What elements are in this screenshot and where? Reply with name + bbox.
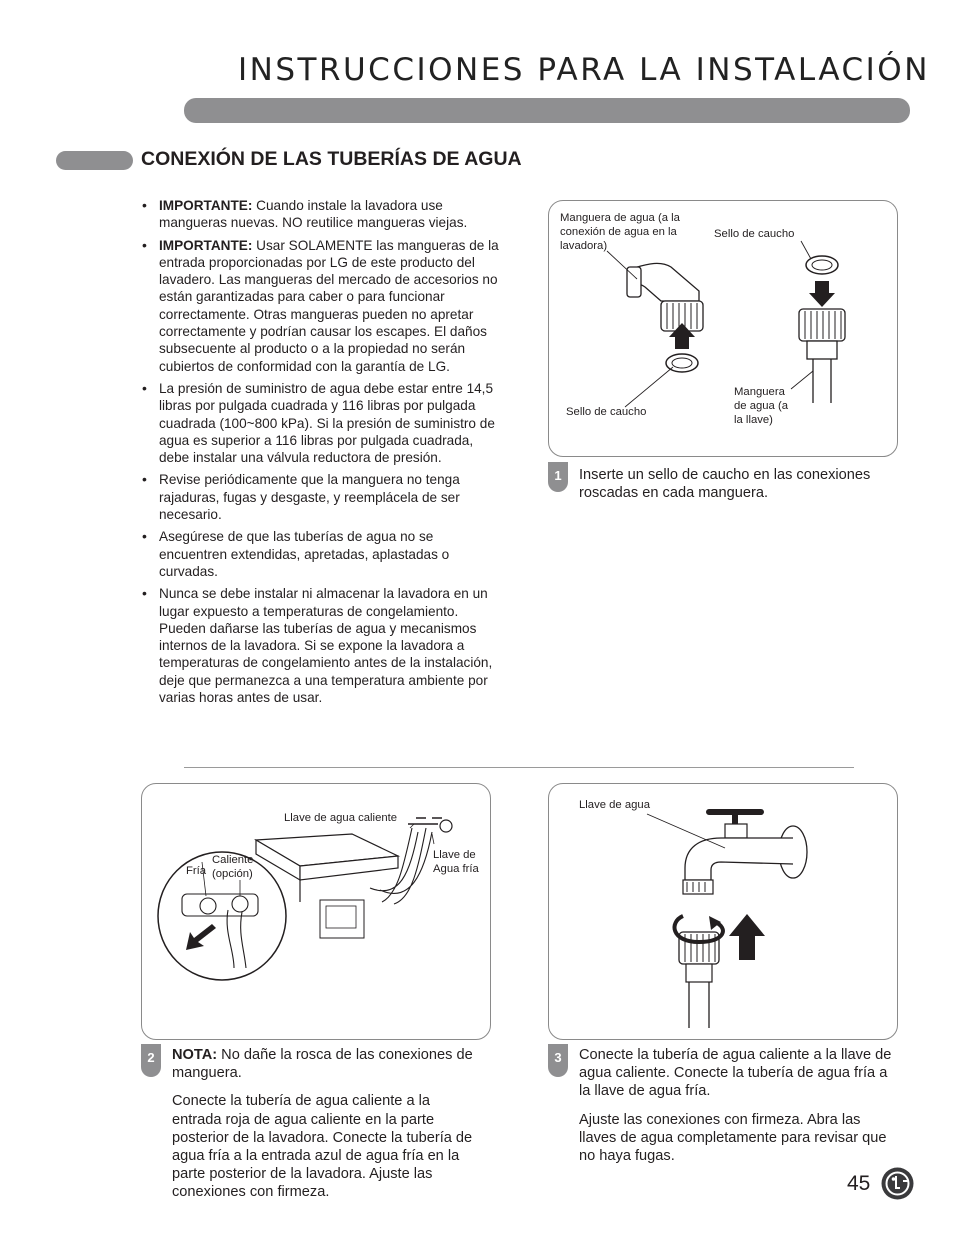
bullet-text: Revise periódicamente que la manguera no tenga rajaduras, fugas y desgaste, y reemplácela de ser necesario. [159,472,460,523]
list-item [141,528,501,580]
title-bar [184,98,910,123]
label-rubber-seal-bottom: Sello de caucho [566,406,647,418]
label-cold: Fría [186,865,207,877]
faucet-illustration [549,784,898,1040]
bullet-text: La presión de suministro de agua debe estar entre 14,5 libras por pulgada cuadrada y 116 libras por pulgada cuadrada (100~800 kPa). Si la presión de suministro de agua es superior a 116 libras por pulgada cuadrada, debe instalar una válvula reductora de presión. [159,380,495,466]
label-cold-water-faucet: Llave de Agua fría [433,849,479,875]
section-divider [184,767,854,768]
label-water-faucet: Llave de agua [579,799,650,811]
figure-rubber-seal [548,200,898,457]
note-label: NOTA: [172,1047,218,1063]
lg-logo-icon [881,1167,914,1200]
step-2-instruction: Conecte la tubería de agua caliente a la entrada roja de agua caliente en la parte posterior de la lavadora. Conecte la tubería de agua fría a la entrada azul de agua fría en la parte posterior de la lavadora. Ajuste las conexiones con firmeza. [172,1093,473,1201]
label-hose-to-washer: Manguera de agua (a la conexión de agua en la lavadora) [560,212,680,252]
note-text: No dañe la rosca de las conexiones de manguera. [172,1047,473,1082]
list-item [141,585,501,706]
step-1-text [579,466,899,512]
step-2-tab: 2 [141,1044,161,1077]
page-title: INSTRUCCIONES PARA LA INSTALACIÓN [238,52,930,88]
list-item [141,237,501,375]
label-hot-water-faucet: Llave de agua caliente [284,812,398,824]
section-marker [56,151,133,170]
step-3-tab: 3 [548,1044,568,1077]
bullet-emphasis: IMPORTANTE: [159,198,253,213]
section-heading: CONEXIÓN DE LAS TUBERÍAS DE AGUA [141,148,522,170]
bullet-text: Nunca se debe instalar ni almacenar la lavadora en un lugar expuesto a temperaturas de congelamiento. Pueden dañarse las tuberías de agua y mecanismos internos de la lavadora. Si se expone la lavadora a temperaturas de congelamiento antes de la instalación, deje que permanezca a una temperatura ambiente por varias horas antes de usar. [159,586,493,706]
list-item [141,471,501,523]
bullet-text: Usar SOLAMENTE las mangueras de la entrada proporcionadas por LG de este producto del lavadero. Las mangueras del mercado de accesorios no están garantizadas para caber o para funcionar correctamente. Otras mangueras pueden no apretar correctamente y podrían causar los escapes. El daños subsecuente al producto o a la propiedad no serán cubiertos de conformidad con la garantía de LG. [159,237,499,374]
bullet-text: Asegúrese de que las tuberías de agua no se encuentren extendidas, apretadas, aplastadas o curvadas. [159,529,450,579]
figure-washer-inlets [141,783,491,1040]
step-3-text [579,1046,899,1175]
requirements-list [141,197,501,711]
step-2-text [172,1046,482,1212]
step-3-instruction-2: Ajuste las conexiones con firmeza. Abra las llaves de agua completamente para revisar que no haya fugas. [579,1111,887,1165]
step-3-instruction-1: Conecte la tubería de agua caliente a la llave de agua caliente. Conecte la tubería de agua fría a la llave de agua fría. [579,1047,892,1100]
step-1-instruction: Inserte un sello de caucho en las conexiones roscadas en cada manguera. [579,467,871,502]
step-2-note [172,1046,482,1082]
label-rubber-seal-top: Sello de caucho [714,228,795,240]
figure-faucet-connection [548,783,898,1040]
bullet-emphasis: IMPORTANTE: [159,237,253,253]
page-number: 45 [847,1172,871,1195]
list-item [141,380,501,466]
label-hose-to-faucet: Manguera de agua (a la llave) [734,386,789,426]
list-item [141,197,501,232]
label-hot-optional: Caliente (opción) [212,854,254,880]
step-1-tab: 1 [548,462,568,492]
bullet-text: Cuando instale la lavadora use mangueras nuevas. NO reutilice mangueras viejas. [159,198,468,231]
